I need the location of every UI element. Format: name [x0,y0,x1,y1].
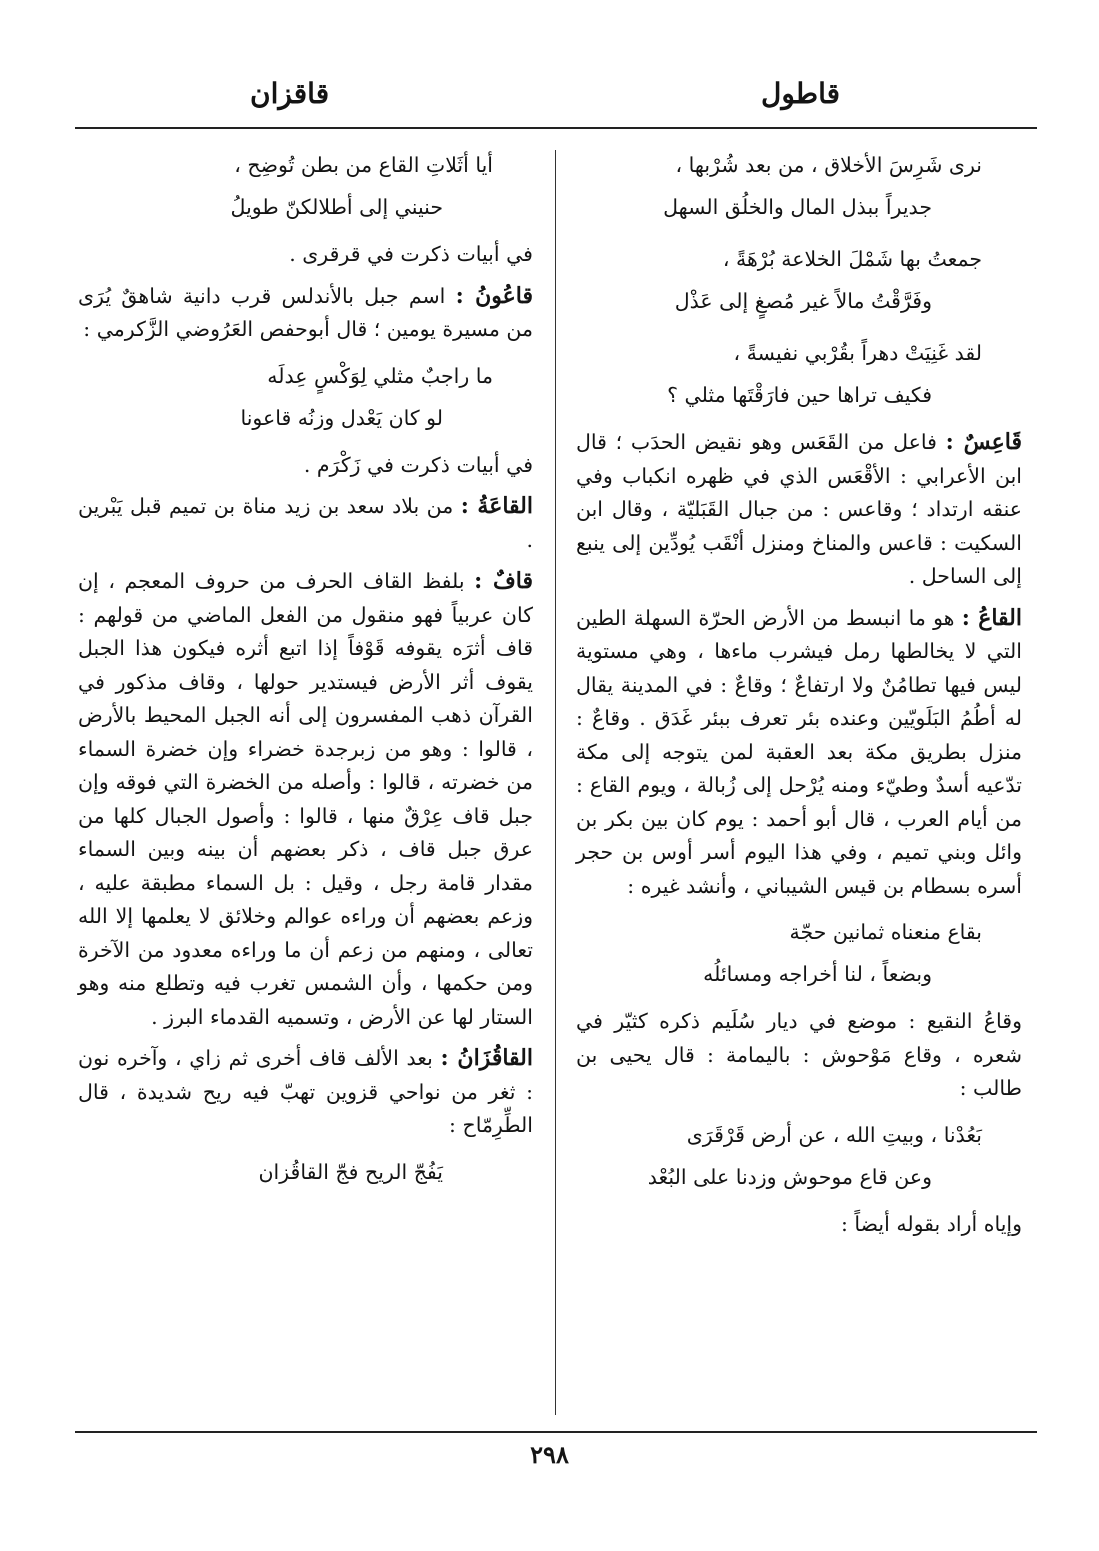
verse [576,911,1022,995]
verse [576,144,1022,228]
cross-reference: في أبيات ذكرت في زَكْرَم . [303,452,533,477]
left-column [78,142,533,1203]
verse-line: وعن قاع موحوش وزدنا على البُعْد [647,1164,932,1189]
entry-headword: القاقُزَانُ : [440,1045,533,1071]
column-divider [555,150,556,1415]
bottom-rule [75,1431,1037,1433]
entry-text: بعد الألف قاف أخرى ثم زاي ، وآخره نون : ثغر من نواحي قزوين تهبّ فيه ريح شديدة ، قال الطِّرِمّاح : [78,1046,533,1137]
entry-text: وقاعٌ : منزل بطريق مكة بعد العقبة لمن يتوجه إلى مكة تدّعيه أسدٌ وطيّء ومنه يُرْحل إلى زُبالة ، ويوم القاع : من أيام العرب ، قال أبو أحمد : يوم كان بين بكر بن وائل وبني تميم ، وفي هذا اليوم أسر أوس بن حجر أسره بسطام بن قيس الشيباني ، وأنشد غيره : [576,706,1022,898]
entry-text: بلفظ القاف الحرف من حروف المعجم ، إن كان عربياً فهو منقول من الفعل الماضي من قولهم : قاف أثرَه يقوفه قَوْفاً إذا اتبع أثره فيكون هذا الجبل يقوف أثر الأرض فيستدير حولها ، وقاف مذكور في القرآن ذهب المفسرون إلى أنه الجبل المحيط بالأرض ، قالوا : وهو من زبرجدة خضراء وإن خضرة السماء من خضرته ، قالوا : وأصله من الخضرة التي فوقه وإن جبل قاف عِرْقٌ منها ، قالوا : وأصول الجبال كلها من عرق جبل قاف ، ذكر بعضهم أن بينه وبين السماء مقدار قامة رجل ، وقيل : بل السماء مطبقة عليه ، وزعم بعضهم أن وراءه عوالم وخلائق لا يعلمها إلا الله تعالى ، ومنهم من زعم أن ما وراءه معدود من الآخرة ومن حكمها ، وأن الشمس تغرب فيه وتطلع منه وهو الستار لها عن الأرض ، وتسميه القدماء البرز . [78,569,534,1029]
right-column [576,142,1022,1249]
verse [78,355,533,439]
entry-qaf [78,565,533,1034]
verse [78,144,533,228]
entry-headword: قاعُونُ : [455,282,533,309]
verse-line: جديراً ببذل المال والخلُق السهل [663,195,932,219]
entry-headword: القاعُ : [961,604,1022,631]
verse-line: أيا أثَلاتِ القاع من بطن تُوضِح ، [234,153,493,177]
verse-line: وفَرَّقْتُ مالاً غير مُصغٍ إلى عَذْل [674,289,932,313]
verse [576,1114,1022,1198]
running-head-left: قاقزان [250,77,330,110]
verse-line: جمعتُ بها شَمْلَ الخلاعة بُرْهَةً ، [722,247,982,271]
entry-headword: القاعَةُ : [460,493,533,519]
running-head-right: قاطول [760,77,840,110]
verse-line: يَفُجّ الريح فجّ القاقُزان [258,1159,443,1184]
top-rule [75,127,1037,129]
page-number: ٢٩٨ [530,1440,569,1469]
verse-line: بَعُدْنا ، وبيتِ الله ، عن أرض قَرْقَرَى [686,1122,982,1147]
entry-qaeun [78,280,533,347]
verse-line: نرى شَرِسَ الأخلاق ، من بعد شُرْبها ، [675,153,982,177]
verse [576,238,1022,322]
entry-headword: قافٌ : [474,568,533,594]
verse [78,1151,533,1193]
entry-naqi: وقاعُ النقيع : موضع في ديار سُلَيم ذكره كثيّر في شعره ، وقاع مَوْحوش : باليمامة : قال يحيى بن طالب : [576,1009,1022,1100]
cross-reference: في أبيات ذكرت في قرقرى . [289,242,533,266]
verse-line: ما راجبٌ مثلي لِوَكْسٍ عِدلَه [267,363,493,388]
verse-line: وبضعاً ، لنا أخراجه ومسائلُه [703,962,932,986]
verse [576,332,1022,416]
verse-line: بقاع منعناه ثمانين حجّة [789,920,982,944]
entry-text: هو ما انبسط من الأرض الحرّة السهلة الطين التي لا يخالطها رمل فيشرب ماءها ، وهي مستوية ليس فيها تطامُنٌ ولا ارتفاعٌ ؛ وقاعٌ : في المدينة يقال له أطُمُ البَلَويّين وعنده بئر تعرف ببئر غَدَق . [576,605,1022,730]
entry-qaes [576,426,1022,594]
entry-qaa [576,602,1022,904]
verse-line: فكيف تراها حين فارَقْتَها مثلي ؟ [667,383,932,407]
verse-line: لقد غَنِيَتْ دهراً بقُرْبي نفيسةً ، [733,341,982,365]
entry-headword: قَاعِسٌ : [945,429,1022,455]
verse-line: لو كان يَعْدل وزنُه قاعونا [240,405,443,430]
entry-qaqazan [78,1042,533,1143]
verse-line: حنيني إلى أطلالكنّ طويلُ [230,195,443,219]
entry-text: اسم جبل بالأندلس قرب دانية شاهقٌ يُرَى من مسيرة يومين ؛ قال أبوحفص العَرُوضي الزَّكرمي : [78,283,533,341]
page-header [60,74,1040,124]
closing-line: وإياه أراد بقوله أيضاً : [840,1211,1022,1236]
entry-text: من بلاد سعد بن زيد مناة بن تميم قبل يَبْرين . [78,494,533,552]
entry-qaah [78,490,533,557]
entry-text: فاعل من القَعَس وهو نقيض الحدَب ؛ قال ابن الأعرابي : الأقْعَس الذي في ظهره انكباب وفي عنقه ارتداد ؛ وقاعس : من جبال القَبَليّة ، وقال ابن السكيت : قاعس والمناخ ومنزل أنْقَب يُودِّين إلى ينبع إلى الساحل . [576,430,1022,588]
